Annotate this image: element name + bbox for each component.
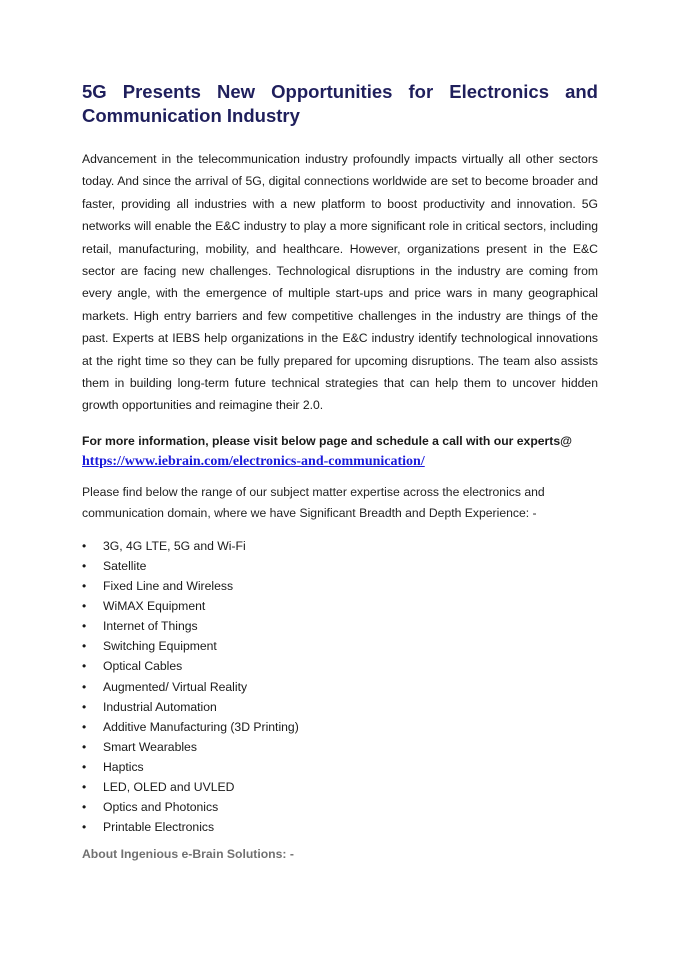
list-item xyxy=(82,596,598,616)
list-item xyxy=(82,737,598,757)
list-item-label: Haptics xyxy=(103,759,144,774)
list-item-label: Printable Electronics xyxy=(103,820,215,835)
more-info-block xyxy=(82,431,598,472)
list-item xyxy=(82,717,598,737)
list-item xyxy=(82,556,598,576)
bullet-icon: • xyxy=(82,780,87,794)
list-item xyxy=(82,656,598,676)
bullet-icon: • xyxy=(82,699,87,714)
bullet-icon: • xyxy=(82,659,87,674)
bullet-icon: • xyxy=(82,558,87,573)
list-item-label: LED, OLED and UVLED xyxy=(103,780,235,794)
bullet-icon: • xyxy=(82,599,87,614)
more-info-text: For more information, please visit below page and schedule a call with our experts@ xyxy=(82,433,573,448)
bullet-icon: • xyxy=(82,800,87,815)
intro-paragraph: Advancement in the telecommunication industry profoundly impacts virtually all other sectors today. And since the arrival of 5G, digital connections worldwide are set to become broader and faster, providing all industries with a new platform to boost productivity and innovation. 5G networks will enable the E&C industry to play a more significant role in critical sectors, including retail, manufacturing, mobility, and healthcare. However, organizations present in the E&C sector are facing new challenges. Technological disruptions in the industry are coming from every angle, with the emergence of multiple start-ups and price wars in many geographical markets. High entry barriers and few competitive challenges in the industry are things of the past. Experts at IEBS help organizations in the E&C industry identify technological innovations at the right time so they can be fully prepared for upcoming disruptions. The team also assists them in building long-term future technical strategies that can help them to uncover hidden growth opportunities and reimagine their 2.0. xyxy=(82,152,598,413)
about-heading: About Ingenious e-Brain Solutions: - xyxy=(82,847,294,862)
document-title: 5G Presents New Opportunities for Electronics and Communication Industry xyxy=(82,81,598,126)
expertise-list xyxy=(82,536,598,837)
list-item xyxy=(82,677,598,697)
list-item-label: Industrial Automation xyxy=(103,699,217,714)
bullet-icon: • xyxy=(82,619,87,634)
bullet-icon: • xyxy=(82,739,87,754)
bullet-icon: • xyxy=(82,679,87,694)
bullet-icon: • xyxy=(82,538,87,553)
document-page xyxy=(82,80,598,864)
list-item xyxy=(82,576,598,596)
list-item xyxy=(82,797,598,817)
list-item xyxy=(82,616,598,636)
list-item xyxy=(82,536,598,556)
bullet-icon: • xyxy=(82,759,87,774)
bullet-icon: • xyxy=(82,579,87,594)
bullet-icon: • xyxy=(82,719,87,734)
list-item-label: Smart Wearables xyxy=(103,739,197,754)
list-item-label: Optical Cables xyxy=(103,659,183,674)
bullet-icon: • xyxy=(82,639,87,654)
list-item-label: Fixed Line and Wireless xyxy=(103,579,234,594)
list-item-label: Optics and Photonics xyxy=(103,800,219,815)
list-item-label: 3G, 4G LTE, 5G and Wi-Fi xyxy=(103,538,246,553)
list-item xyxy=(82,636,598,656)
list-item xyxy=(82,697,598,717)
list-item-label: Switching Equipment xyxy=(103,639,217,654)
list-item-label: Augmented/ Virtual Reality xyxy=(103,679,248,694)
list-item xyxy=(82,777,598,797)
list-item-label: Additive Manufacturing (3D Printing) xyxy=(103,719,299,734)
expertise-intro: Please find below the range of our subject matter expertise across the electronics and communication domain, where we have Significant Breadth and Depth Experience: - xyxy=(82,484,545,520)
list-item xyxy=(82,757,598,777)
list-item-label: Internet of Things xyxy=(103,619,198,634)
bullet-icon: • xyxy=(82,820,87,835)
electronics-communication-link[interactable]: https://www.iebrain.com/electronics-and-communication/ xyxy=(82,453,425,469)
list-item xyxy=(82,817,598,837)
list-item-label: WiMAX Equipment xyxy=(103,599,206,614)
list-item-label: Satellite xyxy=(103,558,147,573)
